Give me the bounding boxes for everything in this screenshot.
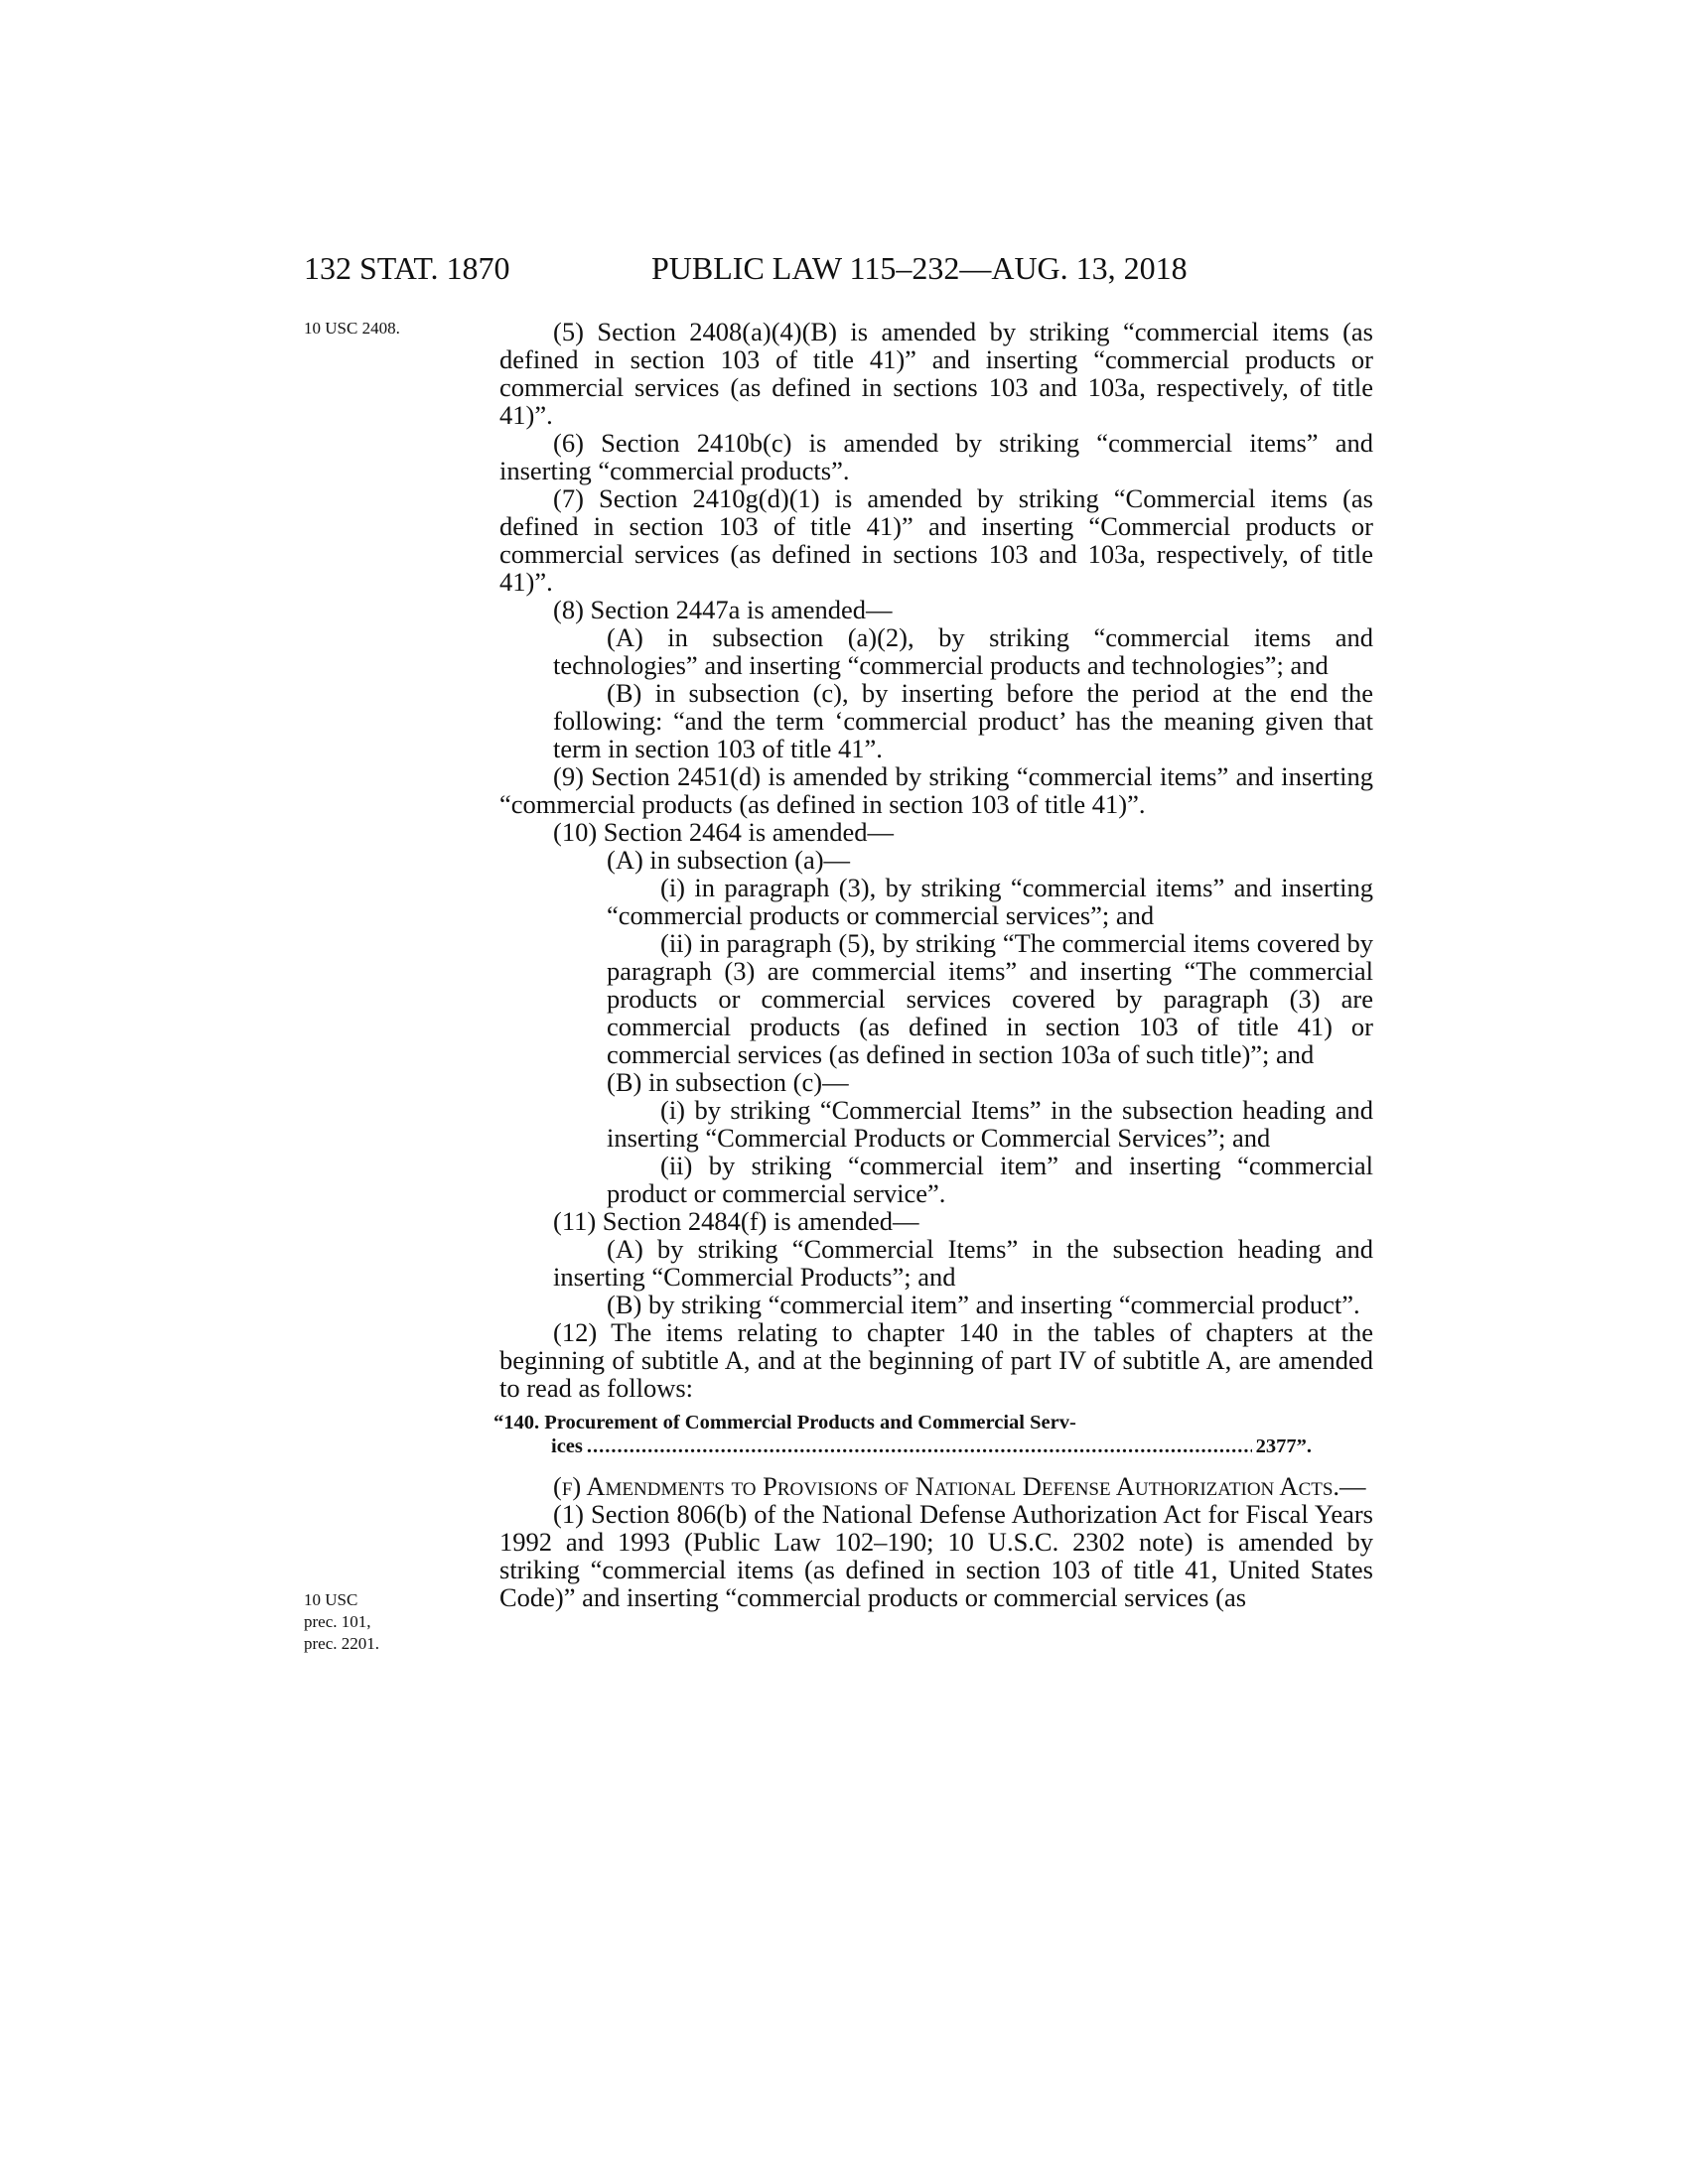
paragraph-11: (11) Section 2484(f) is amended— (553, 1206, 919, 1236)
paragraph-10-b-ii: (ii) by striking “commercial item” and inserting “commercial product or commercial service”. (607, 1151, 1373, 1208)
toc-page-number: 2377”. (1255, 1435, 1312, 1457)
paragraph-10-b: (B) in subsection (c)— (607, 1067, 849, 1097)
toc-line-1: “140. Procurement of Commercial Products and Commercial Serv- (493, 1412, 1076, 1433)
paragraph-5: (5) Section 2408(a)(4)(B) is amended by striking “commercial items (as defined in section 103 of title 41)” and inserting “commercial products or commercial services (as defined in sections 103 and 103a, respectively, of title 41)”. (499, 317, 1373, 430)
paragraph-8-a: (A) in subsection (a)(2), by striking “commercial items and technologies” and inserting “commercial products and technologies”; and (553, 622, 1373, 680)
document-body (493, 317, 1373, 1612)
subsection-f-paragraph-1: (1) Section 806(b) of the National Defense Authorization Act for Fiscal Years 1992 and 1993 (Public Law 102–190; 10 U.S.C. 2302 note) is amended by striking “commercial items (as defined in section 103 of title 41, United States Code)” and inserting “commercial products or commercial services (as (499, 1499, 1373, 1612)
toc-leader-dots (587, 1434, 1252, 1458)
paragraph-7: (7) Section 2410g(d)(1) is amended by striking “Commercial items (as defined in section 103 of title 41)” and inserting “Commercial products or commercial services (as defined in sections 103 and 103a, respectively, of title 41)”. (499, 483, 1373, 597)
paragraph-8-b: (B) in subsection (c), by inserting before the period at the end the following: “and the term ‘commercial product’ has the meaning given that term in section 103 of title 41”. (553, 678, 1373, 763)
public-law-header: PUBLIC LAW 115–232—AUG. 13, 2018 (651, 250, 1188, 286)
margin-note-10-usc-line2: prec. 101, (304, 1612, 371, 1631)
paragraph-10-a-i: (i) in paragraph (3), by striking “commercial items” and inserting “commercial products or commercial services”; and (607, 873, 1373, 930)
paragraph-12: (12) The items relating to chapter 140 in the tables of chapters at the beginning of subtitle A, and at the beginning of part IV of subtitle A, are amended to read as follows: (499, 1317, 1373, 1403)
paragraph-11-a: (A) by striking “Commercial Items” in the subsection heading and inserting “Commercial Products”; and (553, 1234, 1373, 1292)
margin-note-10-usc-2408: 10 USC 2408. (304, 319, 400, 338)
paragraph-10-b-i: (i) by striking “Commercial Items” in the subsection heading and inserting “Commercial Products or Commercial Services”; and (607, 1095, 1373, 1153)
paragraph-11-b: (B) by striking “commercial item” and inserting “commercial product”. (607, 1290, 1360, 1319)
statute-page-number: 132 STAT. 1870 (304, 250, 510, 286)
subsection-f-heading: (f) Amendments to Provisions of National Defense Authorization Acts.— (553, 1471, 1366, 1501)
toc-line-2 (551, 1434, 1312, 1458)
paragraph-6: (6) Section 2410b(c) is amended by striking “commercial items” and inserting “commercial products”. (499, 428, 1373, 485)
paragraph-9: (9) Section 2451(d) is amended by striking “commercial items” and inserting “commercial products (as defined in section 103 of title 41)”. (499, 761, 1373, 819)
table-of-chapters-entry (493, 1411, 1312, 1458)
paragraph-10: (10) Section 2464 is amended— (553, 817, 894, 847)
paragraph-8: (8) Section 2447a is amended— (553, 595, 893, 624)
paragraph-10-a-ii: (ii) in paragraph (5), by striking “The commercial items covered by paragraph (3) are commercial items” and inserting “The commercial products or commercial services covered by paragraph (3) are commercial products (as defined in section 103 of title 41) or commercial services (as defined in section 103a of such title)”; and (607, 928, 1373, 1069)
toc-line-2-text: ices (551, 1435, 583, 1457)
paragraph-10-a: (A) in subsection (a)— (607, 845, 851, 875)
margin-note-10-usc-line1: 10 USC (304, 1590, 358, 1609)
margin-note-10-usc-line3: prec. 2201. (304, 1634, 380, 1653)
